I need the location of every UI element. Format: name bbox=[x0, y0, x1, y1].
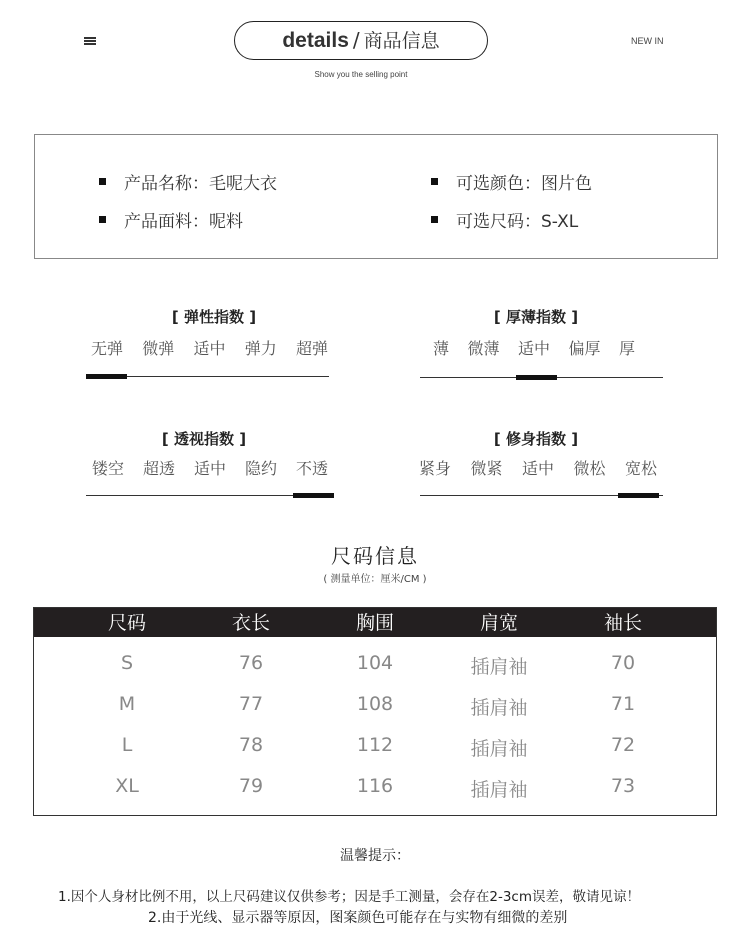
page-title bbox=[234, 21, 488, 60]
fit-option: 适中 bbox=[521, 459, 554, 478]
title-en: details bbox=[282, 29, 349, 52]
header-cell: 袖长 bbox=[603, 612, 642, 634]
table-cell: 插肩袖 bbox=[470, 656, 528, 678]
product-fabric bbox=[99, 207, 243, 232]
fit-title: [ 修身指数 ] bbox=[493, 430, 579, 448]
size-table-header bbox=[34, 608, 716, 637]
tips-title: 温馨提示： bbox=[340, 848, 410, 864]
title-cn: 商品信息 bbox=[363, 30, 440, 52]
tip-item: 2.由于光线、显示器等原因，图案颜色可能存在与实物有细微的差别 bbox=[148, 910, 568, 926]
thickness-option: 适中 bbox=[517, 339, 550, 358]
header-cell: 衣长 bbox=[231, 612, 270, 634]
fit-option: 宽松 bbox=[624, 459, 657, 478]
bullet-icon bbox=[99, 178, 106, 185]
table-cell: 72 bbox=[610, 734, 636, 756]
elasticity-option: 弹力 bbox=[244, 339, 277, 358]
transparency-option: 超透 bbox=[142, 459, 175, 478]
fit-option: 微松 bbox=[573, 459, 606, 478]
table-cell: M bbox=[118, 693, 136, 715]
transparency-option: 适中 bbox=[193, 459, 226, 478]
table-cell: 112 bbox=[356, 734, 394, 756]
table-cell: 78 bbox=[238, 734, 264, 756]
product-colors-text: 可选颜色：图片色 bbox=[456, 174, 592, 194]
bullet-icon bbox=[431, 216, 438, 223]
fit-option: 微紧 bbox=[470, 459, 503, 478]
thickness-option: 薄 bbox=[433, 339, 450, 358]
table-cell: 104 bbox=[356, 652, 394, 674]
table-cell: 插肩袖 bbox=[470, 738, 528, 760]
thickness-option: 偏厚 bbox=[568, 339, 601, 358]
table-cell: 70 bbox=[610, 652, 636, 674]
table-cell: 79 bbox=[238, 775, 264, 797]
elasticity-option: 超弹 bbox=[295, 339, 328, 358]
thickness-title: [ 厚薄指数 ] bbox=[493, 308, 579, 326]
product-sizes bbox=[431, 207, 578, 232]
table-cell: 插肩袖 bbox=[470, 697, 528, 719]
elasticity-selected-marker bbox=[86, 374, 127, 379]
elasticity-title: [ 弹性指数 ] bbox=[171, 308, 257, 326]
thickness-option: 微薄 bbox=[467, 339, 500, 358]
product-fabric-text: 产品面料：呢料 bbox=[124, 212, 243, 232]
product-colors bbox=[431, 169, 592, 194]
elasticity-option: 微弹 bbox=[142, 339, 175, 358]
thickness-selected-marker bbox=[516, 375, 557, 380]
transparency-selected-marker bbox=[293, 493, 334, 498]
table-cell: L bbox=[121, 734, 133, 756]
elasticity-option: 无弹 bbox=[91, 339, 124, 358]
table-cell: 108 bbox=[356, 693, 394, 715]
product-name bbox=[99, 169, 277, 194]
elasticity-option: 适中 bbox=[193, 339, 226, 358]
table-cell: 71 bbox=[610, 693, 636, 715]
product-name-text: 产品名称：毛呢大衣 bbox=[124, 174, 277, 194]
tip-item: 1.因个人身材比例不用，以上尺码建议仅供参考；因是手工测量，会存在2-3cm误差，敬请见谅！ bbox=[58, 889, 641, 905]
fit-selected-marker bbox=[618, 493, 659, 498]
transparency-option: 不透 bbox=[295, 459, 328, 478]
table-cell: XL bbox=[115, 775, 139, 797]
table-cell: S bbox=[120, 652, 134, 674]
subtitle: Show you the selling point bbox=[314, 70, 408, 79]
table-cell: 76 bbox=[238, 652, 264, 674]
bullet-icon bbox=[431, 178, 438, 185]
bullet-icon bbox=[99, 216, 106, 223]
new-in-link[interactable]: NEW IN bbox=[631, 36, 664, 46]
transparency-option: 隐约 bbox=[244, 459, 277, 478]
size-table bbox=[33, 607, 717, 816]
header-cell: 尺码 bbox=[107, 612, 146, 634]
transparency-title: [ 透视指数 ] bbox=[161, 430, 247, 448]
title-separator: / bbox=[352, 28, 360, 52]
fit-option: 紧身 bbox=[419, 459, 452, 478]
thickness-option: 厚 bbox=[618, 339, 635, 358]
header-cell: 肩宽 bbox=[479, 612, 518, 634]
size-info-title: 尺码信息 bbox=[331, 544, 419, 568]
product-info-box bbox=[34, 134, 718, 259]
header-cell: 胸围 bbox=[355, 612, 394, 634]
product-sizes-text: 可选尺码：S-XL bbox=[456, 212, 579, 232]
table-cell: 77 bbox=[238, 693, 264, 715]
table-cell: 插肩袖 bbox=[470, 779, 528, 801]
size-info-unit: ( 测量单位：厘米/CM ) bbox=[323, 574, 427, 585]
transparency-option: 镂空 bbox=[92, 459, 125, 478]
menu-icon[interactable] bbox=[84, 37, 96, 45]
table-cell: 116 bbox=[356, 775, 394, 797]
table-cell: 73 bbox=[610, 775, 636, 797]
